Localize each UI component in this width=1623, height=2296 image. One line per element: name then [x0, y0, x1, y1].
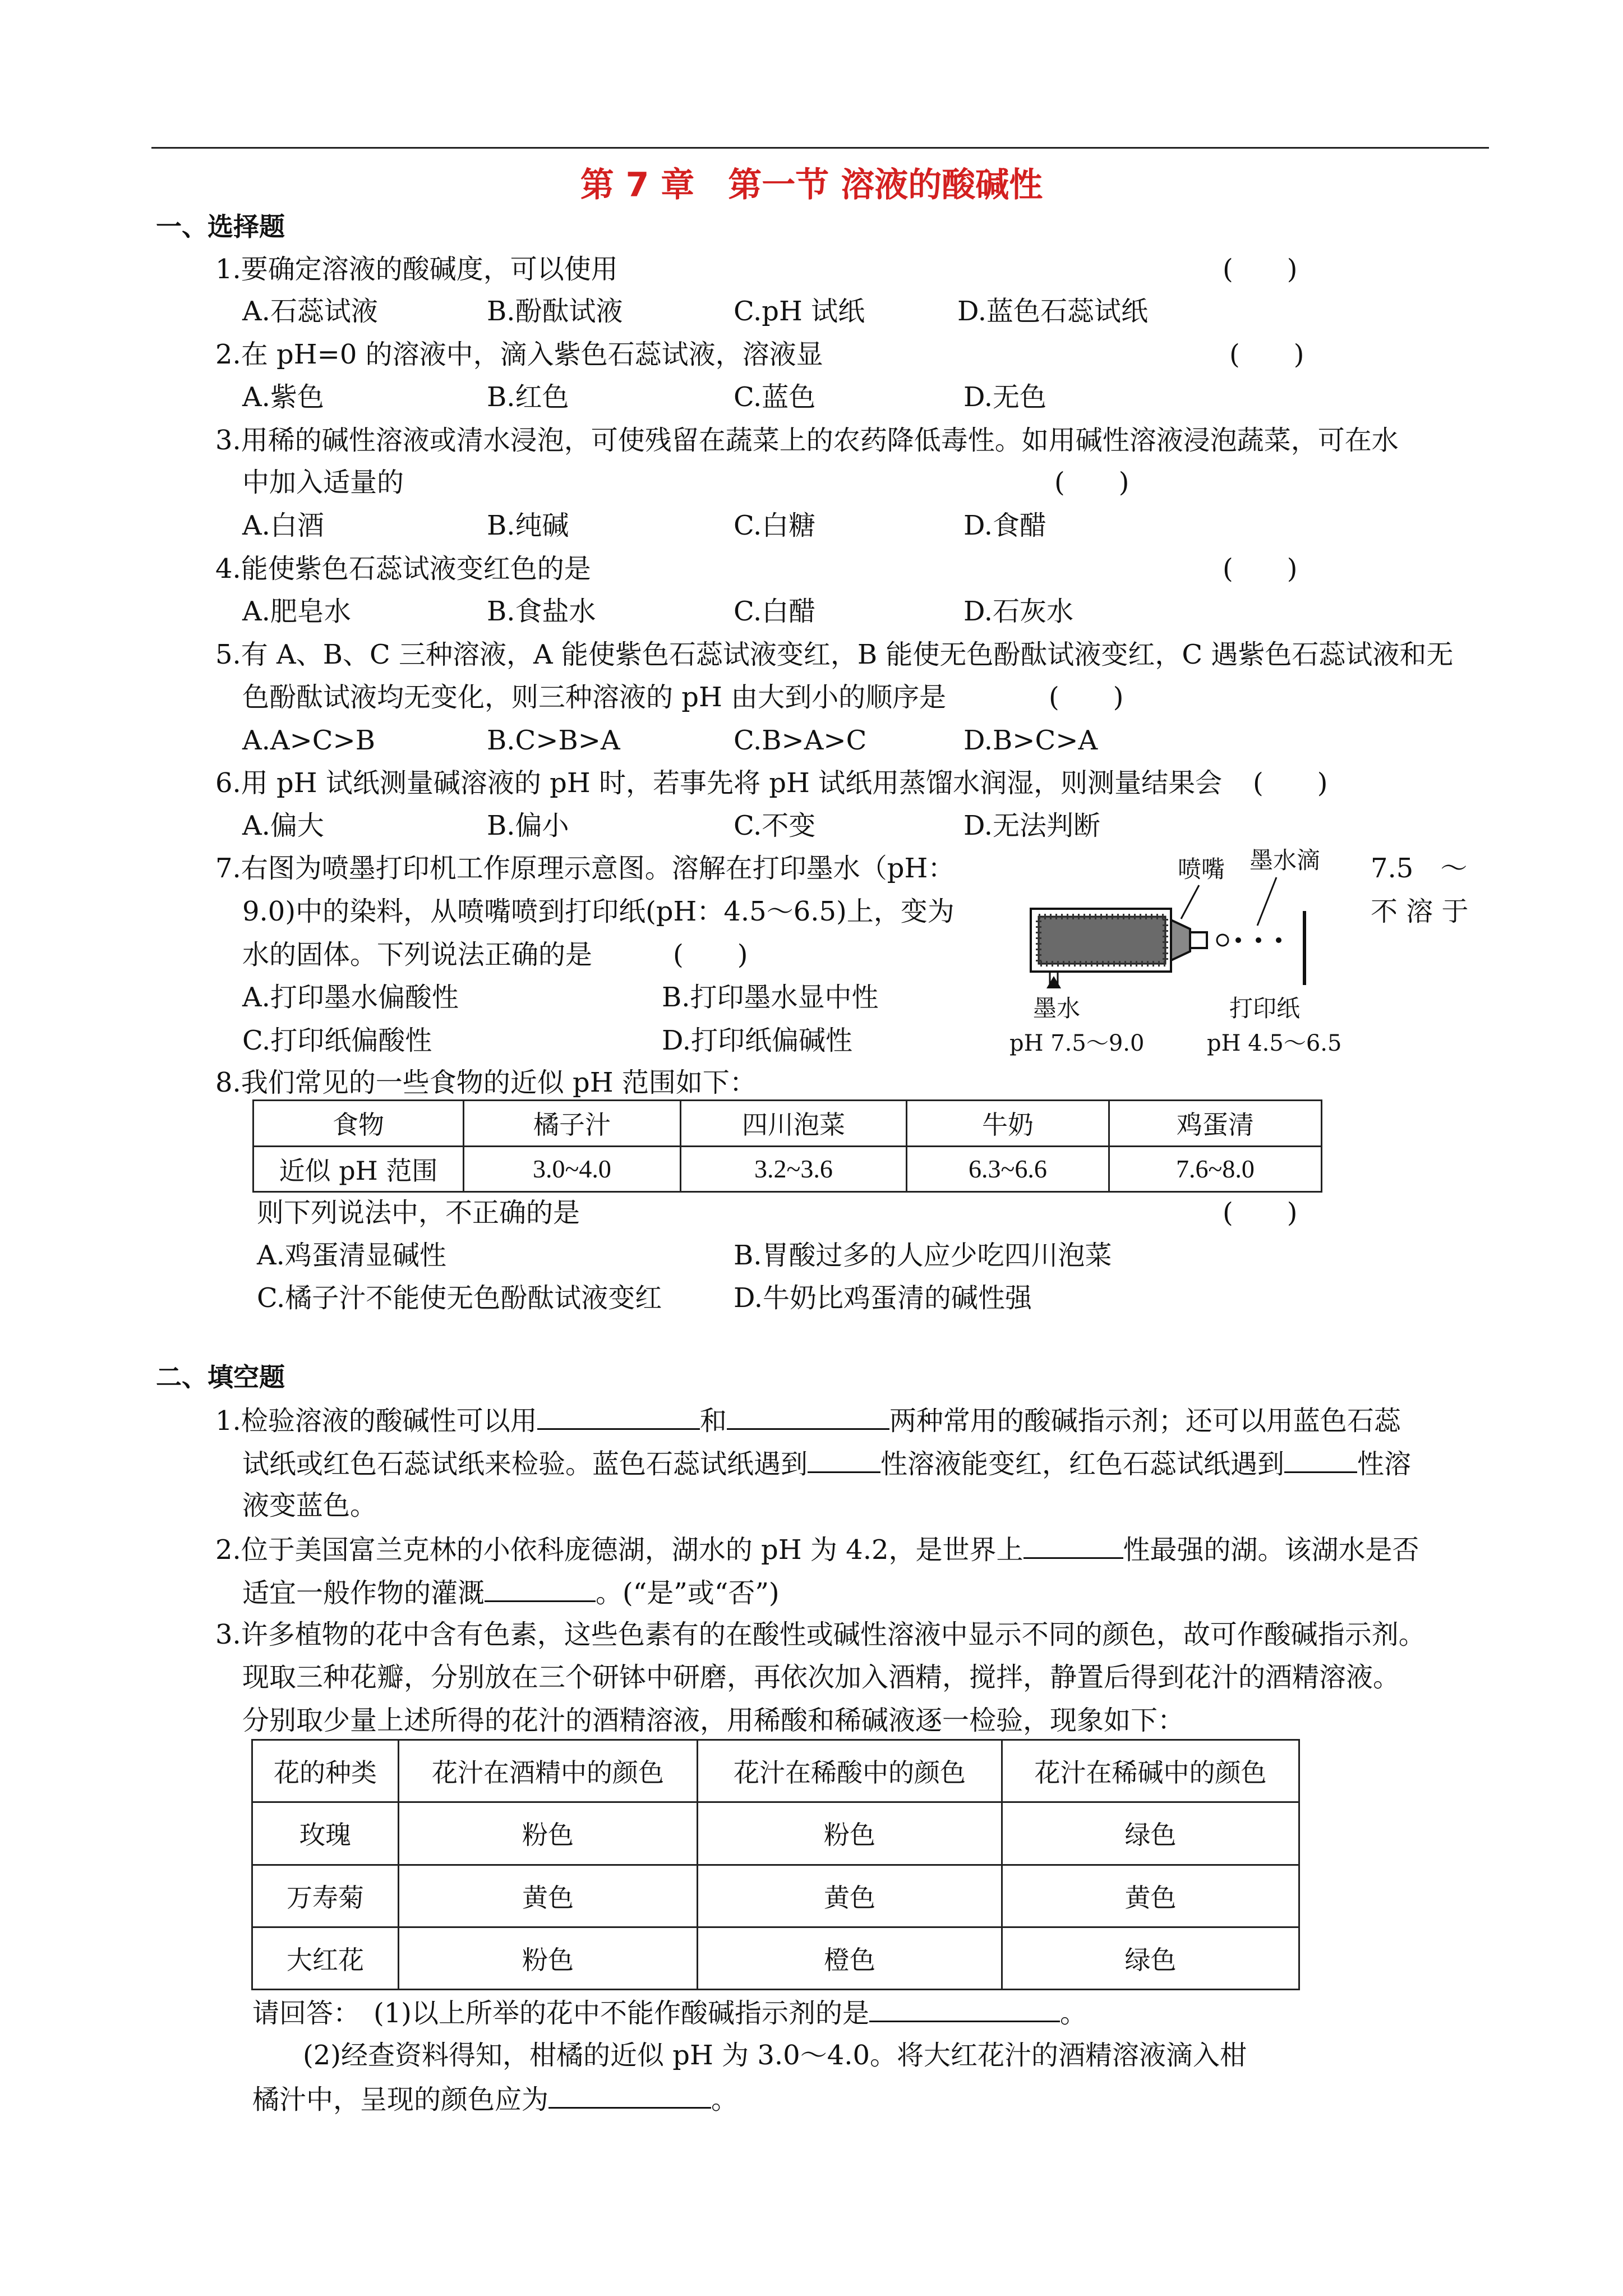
q4-stem: 4.能使紫色石蕊试液变红色的是 — [215, 553, 591, 585]
q5-option-c: C.B>A>C — [734, 725, 867, 756]
fill-q2-text-c: 适宜一般作物的灌溉 — [242, 1577, 485, 1609]
fill-q2-line1 — [215, 1531, 1419, 1567]
fill-q3-line2: 现取三种花瓣，分别放在三个研钵中研磨，再依次加入酒精，搅拌，静置后得到花汁的酒精溶液。 — [242, 1662, 1400, 1693]
q8-option-d: D.牛奶比鸡蛋清的碱性强 — [734, 1282, 1032, 1314]
inkjet-diagram — [987, 841, 1368, 1077]
fill-q3-ask3-end: 。 — [711, 2084, 739, 2115]
fill-q1-text-c: 两种常用的酸碱指示剂；还可以用蓝色石蕊 — [889, 1405, 1401, 1437]
fill-blank[interactable] — [1284, 1446, 1357, 1473]
fill-q2-text-a: 2.位于美国富兰克林的小依科庞德湖，湖水的 pH 为 4.2，是世界上 — [215, 1534, 1023, 1566]
q3-option-b: B.纯碱 — [487, 510, 569, 541]
table-cell: 花的种类 — [252, 1740, 399, 1802]
q7-stem-right: 7.5 ～ — [1371, 853, 1468, 884]
table-cell: 粉色 — [698, 1802, 1002, 1865]
fill-q3-line3: 分别取少量上述所得的花汁的酒精溶液，用稀酸和稀碱液逐一检验，现象如下： — [242, 1705, 1185, 1736]
table-cell: 绿色 — [1002, 1802, 1299, 1865]
fill-q3-ask3-text: 橘汁中，呈现的颜色应为 — [252, 2084, 549, 2115]
table-cell: 3.0~4.0 — [464, 1146, 681, 1192]
q4-option-b: B.食盐水 — [487, 596, 596, 627]
q2-option-b: B.红色 — [487, 381, 569, 413]
header-rule — [151, 147, 1489, 149]
fill-q1-line3: 液变蓝色。 — [242, 1490, 377, 1521]
fill-blank[interactable] — [808, 1446, 880, 1473]
q2-answer-paren: ( ) — [1229, 339, 1304, 370]
table-row — [252, 1927, 1299, 1989]
q7-option-b: B.打印墨水显中性 — [662, 982, 879, 1013]
table-cell: 花汁在酒精中的颜色 — [399, 1740, 698, 1802]
table-cell: 7.6~8.0 — [1109, 1146, 1322, 1192]
q1-option-c: C.pH 试纸 — [734, 296, 865, 327]
q7-stem-cont-right: 不 溶 于 — [1371, 896, 1469, 927]
q6-option-a: A.偏大 — [242, 810, 324, 841]
fill-blank[interactable] — [727, 1402, 889, 1430]
table-row — [252, 1802, 1299, 1865]
ink-drop-label: 墨水滴 — [1249, 846, 1321, 874]
section-heading-fill: 二、填空题 — [156, 1362, 285, 1392]
q5-answer-paren: ( ) — [1049, 682, 1124, 713]
table-cell: 橙色 — [698, 1927, 1002, 1989]
fill-q1-text-a: 1.检验溶液的酸碱性可以用 — [215, 1405, 537, 1437]
fill-q3-ask1-end: 。 — [1060, 1998, 1087, 2029]
q1-option-d: D.蓝色石蕊试纸 — [957, 296, 1149, 327]
q7-stem-cont: 9.0)中的染料，从喷嘴喷到打印纸(pH：4.5～6.5)上，变为 — [242, 896, 955, 927]
ink-ph-label: pH 7.5～9.0 — [1009, 1030, 1145, 1056]
q7-option-c: C.打印纸偏酸性 — [242, 1025, 432, 1056]
q3-stem-cont: 中加入适量的 — [242, 467, 404, 498]
q8-option-b: B.胃酸过多的人应少吃四川泡菜 — [734, 1240, 1112, 1271]
fill-q3-ask1-text: 请回答： (1)以上所举的花中不能作酸碱指示剂的是 — [252, 1998, 869, 2029]
q3-stem: 3.用稀的碱性溶液或清水浸泡，可使残留在蔬菜上的农药降低毒性。如用碱性溶液浸泡蔬菜，可在水 — [215, 425, 1399, 456]
fill-q2-text-b: 性最强的湖。该湖水是否 — [1123, 1534, 1419, 1566]
table-cell: 万寿菊 — [252, 1865, 399, 1927]
q5-option-b: B.C>B>A — [487, 725, 620, 756]
table-row — [253, 1101, 1322, 1147]
fill-q1-text-b: 和 — [699, 1405, 727, 1437]
fill-blank[interactable] — [869, 1995, 1060, 2022]
q8-answer-paren: ( ) — [1223, 1197, 1298, 1228]
fill-q3-line1: 3.许多植物的花中含有色素，这些色素有的在酸性或碱性溶液中显示不同的颜色，故可作酸碱指示剂。 — [215, 1619, 1426, 1650]
fill-q1-line2 — [242, 1446, 1411, 1481]
flower-color-table — [251, 1739, 1300, 1990]
fill-q2-line2 — [242, 1575, 780, 1610]
paper-ph-label: pH 4.5～6.5 — [1207, 1030, 1342, 1056]
q3-option-a: A.白酒 — [242, 510, 324, 541]
q8-option-a: A.鸡蛋清显碱性 — [257, 1240, 446, 1271]
q1-answer-paren: ( ) — [1223, 254, 1298, 285]
q6-answer-paren: ( ) — [1253, 767, 1328, 799]
table-row — [252, 1740, 1299, 1802]
table-row — [252, 1865, 1299, 1927]
q3-option-d: D.食醋 — [963, 510, 1047, 541]
fill-q1-text-d: 试纸或红色石蕊试纸来检验。蓝色石蕊试纸遇到 — [242, 1448, 808, 1480]
ink-label: 墨水 — [1033, 995, 1081, 1022]
food-ph-table — [252, 1099, 1322, 1193]
q6-option-d: D.无法判断 — [963, 810, 1101, 841]
q2-option-d: D.无色 — [963, 381, 1047, 413]
table-cell: 黄色 — [698, 1865, 1002, 1927]
q1-option-b: B.酚酞试液 — [487, 296, 623, 327]
table-cell: 橘子汁 — [464, 1101, 681, 1147]
table-cell: 食物 — [253, 1101, 464, 1147]
table-cell: 粉色 — [399, 1802, 698, 1865]
table-row — [253, 1146, 1322, 1192]
q7-option-a: A.打印墨水偏酸性 — [242, 982, 459, 1013]
fill-q3-ask2: (2)经查资料得知，柑橘的近似 pH 为 3.0～4.0。将大红花汁的酒精溶液滴入柑 — [303, 2040, 1247, 2071]
q8-stem-cont: 则下列说法中，不正确的是 — [257, 1197, 580, 1228]
fill-blank[interactable] — [1023, 1531, 1123, 1559]
table-cell: 四川泡菜 — [681, 1101, 907, 1147]
fill-blank[interactable] — [537, 1402, 700, 1430]
fill-q3-ask1 — [252, 1995, 1087, 2030]
q4-option-c: C.白醋 — [734, 596, 816, 627]
q4-option-a: A.肥皂水 — [242, 596, 351, 627]
table-cell: 大红花 — [252, 1927, 399, 1989]
fill-q1-line1 — [215, 1402, 1401, 1438]
section-heading-choice: 一、选择题 — [156, 211, 285, 242]
table-cell: 黄色 — [1002, 1865, 1299, 1927]
table-cell: 粉色 — [399, 1927, 698, 1989]
table-cell: 花汁在稀碱中的颜色 — [1002, 1740, 1299, 1802]
table-cell: 鸡蛋清 — [1109, 1101, 1322, 1147]
table-cell: 黄色 — [399, 1865, 698, 1927]
q4-answer-paren: ( ) — [1223, 553, 1298, 585]
q7-stem: 7.右图为喷墨打印机工作原理示意图。溶解在打印墨水（pH： — [215, 853, 955, 884]
q6-option-b: B.偏小 — [487, 810, 569, 841]
nozzle-label: 喷嘴 — [1178, 855, 1225, 883]
q7-option-d: D.打印纸偏碱性 — [662, 1025, 853, 1056]
fill-q2-text-d: 。(“是”或“否”) — [596, 1577, 780, 1609]
q8-stem: 8.我们常见的一些食物的近似 pH 范围如下： — [215, 1067, 757, 1098]
q3-answer-paren: ( ) — [1054, 467, 1129, 498]
q1-option-a: A.石蕊试液 — [242, 296, 378, 327]
q7-answer-paren: ( ) — [673, 939, 748, 970]
q8-option-c: C.橘子汁不能使无色酚酞试液变红 — [257, 1282, 662, 1314]
q7-stem-cont2: 水的固体。下列说法正确的是 — [242, 939, 593, 970]
q5-option-d: D.B>C>A — [963, 725, 1098, 756]
fill-q3-ask3 — [252, 2081, 738, 2116]
table-cell: 牛奶 — [907, 1101, 1109, 1147]
q3-option-c: C.白糖 — [734, 510, 816, 541]
fill-q1-text-f: 性溶 — [1357, 1448, 1412, 1480]
q1-stem: 1.要确定溶液的酸碱度，可以使用 — [215, 254, 618, 285]
fill-blank[interactable] — [485, 1575, 596, 1602]
table-cell: 绿色 — [1002, 1927, 1299, 1989]
table-cell: 3.2~3.6 — [681, 1146, 907, 1192]
fill-q1-text-e: 性溶液能变红，红色石蕊试纸遇到 — [880, 1448, 1285, 1480]
q2-option-c: C.蓝色 — [734, 381, 816, 413]
q6-option-c: C.不变 — [734, 810, 816, 841]
table-cell: 6.3~6.6 — [907, 1146, 1109, 1192]
fill-blank[interactable] — [548, 2081, 711, 2109]
q2-stem: 2.在 pH=0 的溶液中，滴入紫色石蕊试液，溶液显 — [215, 339, 823, 370]
q4-option-d: D.石灰水 — [963, 596, 1074, 627]
q5-option-a: A.A>C>B — [242, 725, 376, 756]
table-cell: 玫瑰 — [252, 1802, 399, 1865]
q5-stem: 5.有 A、B、C 三种溶液，A 能使紫色石蕊试液变红，B 能使无色酚酞试液变红，C 遇紫色石蕊试液和无 — [215, 639, 1454, 670]
paper-label: 打印纸 — [1229, 995, 1301, 1022]
q6-stem: 6.用 pH 试纸测量碱溶液的 pH 时，若事先将 pH 试纸用蒸馏水润湿，则测量结果会 — [215, 767, 1223, 799]
table-cell: 花汁在稀酸中的颜色 — [698, 1740, 1002, 1802]
page-title: 第 7 章 第一节 溶液的酸碱性 — [580, 165, 1043, 205]
table-cell: 近似 pH 范围 — [253, 1146, 464, 1192]
q2-option-a: A.紫色 — [242, 381, 324, 413]
q5-stem-cont: 色酚酞试液均无变化，则三种溶液的 pH 由大到小的顺序是 — [242, 682, 947, 713]
